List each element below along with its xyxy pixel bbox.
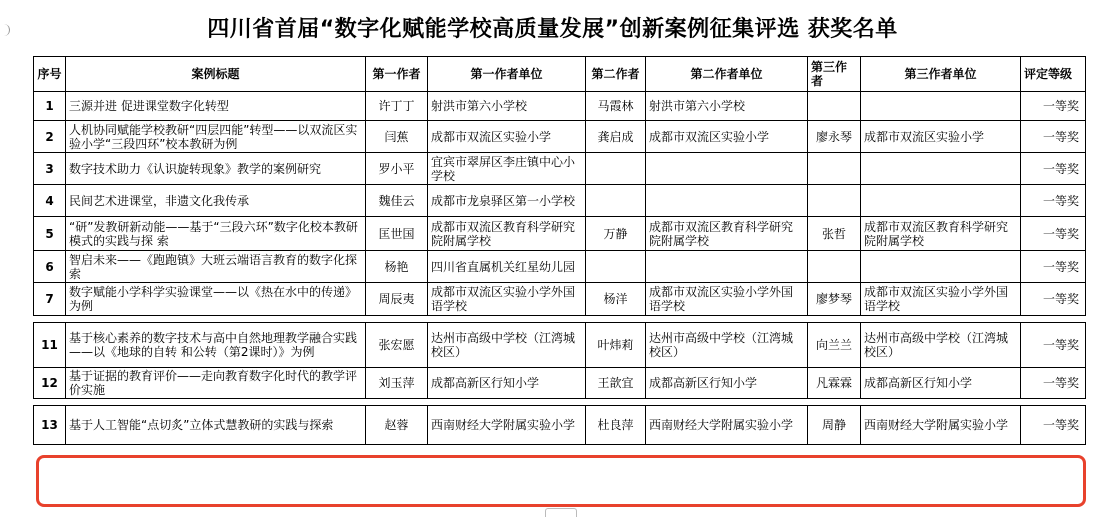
table-row [34, 217, 1086, 251]
cell-unit3 [861, 92, 1021, 121]
table-row-gap [34, 399, 1086, 406]
cell-unit1: 成都市双流区教育科学研究院附属学校 [428, 217, 586, 251]
cell-author1: 张宏愿 [366, 323, 428, 368]
award-table [33, 56, 1086, 445]
table-row [34, 92, 1086, 121]
cell-unit3: 成都市双流区实验小学外国语学校 [861, 283, 1021, 316]
cell-author1: 闫蕉 [366, 121, 428, 153]
cell-author2: 万静 [586, 217, 646, 251]
cell-author1: 魏佳云 [366, 185, 428, 217]
table-row [34, 153, 1086, 185]
highlight-box [36, 455, 1086, 507]
cell-unit1: 达州市高级中学校（江湾城校区） [428, 323, 586, 368]
cell-title: 数字技术助力《认识旋转现象》教学的案例研究 [66, 153, 366, 185]
cell-unit2: 成都市双流区实验小学 [646, 121, 808, 153]
cell-title: 基于核心素养的数字技术与高中自然地理教学融合实践——以《地球的自转 和公转（第2课时）》为例 [66, 323, 366, 368]
cell-grade: 一等奖 [1021, 153, 1086, 185]
cell-unit2 [646, 153, 808, 185]
cell-title: 数字赋能小学科学实验课堂——以《热在水中的传递》为例 [66, 283, 366, 316]
cell-author1: 许丁丁 [366, 92, 428, 121]
header-grade: 评定等级 [1021, 57, 1086, 92]
cell-author2 [586, 251, 646, 283]
cell-grade: 一等奖 [1021, 283, 1086, 316]
table-row-gap [34, 316, 1086, 323]
cell-no: 6 [34, 251, 66, 283]
cell-author2 [586, 185, 646, 217]
cell-unit3 [861, 251, 1021, 283]
cell-unit1: 射洪市第六小学校 [428, 92, 586, 121]
cell-unit1: 成都市龙泉驿区第一小学校 [428, 185, 586, 217]
cell-author3 [808, 92, 861, 121]
cell-unit3: 成都市双流区教育科学研究院附属学校 [861, 217, 1021, 251]
cell-grade: 一等奖 [1021, 251, 1086, 283]
cell-author1: 赵蓉 [366, 406, 428, 445]
header-title: 案例标题 [66, 57, 366, 92]
cell-author2: 叶炜莉 [586, 323, 646, 368]
cell-unit1: 四川省直属机关红星幼儿园 [428, 251, 586, 283]
cell-unit3 [861, 185, 1021, 217]
cell-unit2: 成都市双流区教育科学研究院附属学校 [646, 217, 808, 251]
cell-grade: 一等奖 [1021, 323, 1086, 368]
table-row [34, 121, 1086, 153]
cell-author3: 向兰兰 [808, 323, 861, 368]
header-no: 序号 [34, 57, 66, 92]
table-row-highlighted [34, 406, 1086, 445]
cell-author1: 刘玉萍 [366, 368, 428, 399]
cell-unit2: 成都高新区行知小学 [646, 368, 808, 399]
cell-author3: 凡霖霖 [808, 368, 861, 399]
cell-author1: 匡世国 [366, 217, 428, 251]
cell-unit2 [646, 185, 808, 217]
cell-author2: 杨洋 [586, 283, 646, 316]
table-row [34, 323, 1086, 368]
cell-no: 1 [34, 92, 66, 121]
page-title: 四川省首届“数字化赋能学校高质量发展”创新案例征集评选 获奖名单 [207, 17, 898, 42]
cell-author1: 罗小平 [366, 153, 428, 185]
cell-author2: 王歆宜 [586, 368, 646, 399]
table-row [34, 368, 1086, 399]
cell-unit1: 成都高新区行知小学 [428, 368, 586, 399]
cell-title: 三源并进 促进课堂数字化转型 [66, 92, 366, 121]
cell-no: 3 [34, 153, 66, 185]
cell-author1: 周辰夷 [366, 283, 428, 316]
cell-grade: 一等奖 [1021, 121, 1086, 153]
header-author2: 第二作者 [586, 57, 646, 92]
scroll-handle[interactable] [545, 508, 577, 517]
table-row [34, 283, 1086, 316]
cell-unit1: 西南财经大学附属实验小学 [428, 406, 586, 445]
cell-unit2: 达州市高级中学校（江湾城校区） [646, 323, 808, 368]
cell-unit1: 宜宾市翠屏区李庄镇中心小学校 [428, 153, 586, 185]
cell-author3 [808, 153, 861, 185]
cell-grade: 一等奖 [1021, 368, 1086, 399]
header-author3: 第三作者 [808, 57, 861, 92]
header-unit1: 第一作者单位 [428, 57, 586, 92]
cell-grade: 一等奖 [1021, 185, 1086, 217]
cell-author3: 廖梦琴 [808, 283, 861, 316]
cell-title: 民间艺术进课堂，非遗文化我传承 [66, 185, 366, 217]
cell-no: 2 [34, 121, 66, 153]
cell-no: 12 [34, 368, 66, 399]
cell-title: “研”发教研新动能——基于“三段六环”数字化校本教研模式的实践与探 索 [66, 217, 366, 251]
cell-no: 4 [34, 185, 66, 217]
cell-unit2: 射洪市第六小学校 [646, 92, 808, 121]
cell-author3: 廖永琴 [808, 121, 861, 153]
cell-title: 智启未来——《跑跑镇》大班云端语言教育的数字化探索 [66, 251, 366, 283]
header-unit2: 第二作者单位 [646, 57, 808, 92]
cell-author3: 周静 [808, 406, 861, 445]
cell-title: 基于人工智能“点切炙”立体式慧教研的实践与探索 [66, 406, 366, 445]
cell-unit1: 成都市双流区实验小学外国语学校 [428, 283, 586, 316]
cell-author3 [808, 185, 861, 217]
table-header-row [34, 57, 1086, 92]
cell-unit3 [861, 153, 1021, 185]
cell-unit3: 成都高新区行知小学 [861, 368, 1021, 399]
table-row [34, 185, 1086, 217]
cell-title: 基于证据的教育评价——走向教育数字化时代的教学评价实施 [66, 368, 366, 399]
cell-grade: 一等奖 [1021, 406, 1086, 445]
header-author1: 第一作者 [366, 57, 428, 92]
cell-author2: 龚启成 [586, 121, 646, 153]
table-row [34, 251, 1086, 283]
cell-unit2: 西南财经大学附属实验小学 [646, 406, 808, 445]
cell-unit3: 达州市高级中学校（江湾城校区） [861, 323, 1021, 368]
cell-grade: 一等奖 [1021, 92, 1086, 121]
cell-no: 7 [34, 283, 66, 316]
cell-unit1: 成都市双流区实验小学 [428, 121, 586, 153]
cell-no: 11 [34, 323, 66, 368]
cell-unit2: 成都市双流区实验小学外国语学校 [646, 283, 808, 316]
cell-unit2 [646, 251, 808, 283]
cell-author2: 马霞林 [586, 92, 646, 121]
cell-grade: 一等奖 [1021, 217, 1086, 251]
cell-unit3: 西南财经大学附属实验小学 [861, 406, 1021, 445]
cell-author1: 杨艳 [366, 251, 428, 283]
cell-unit3: 成都市双流区实验小学 [861, 121, 1021, 153]
cell-no: 13 [34, 406, 66, 445]
header-unit3: 第三作者单位 [861, 57, 1021, 92]
cell-author2 [586, 153, 646, 185]
cell-author2: 杜良萍 [586, 406, 646, 445]
cell-no: 5 [34, 217, 66, 251]
cell-author3: 张哲 [808, 217, 861, 251]
cell-author3 [808, 251, 861, 283]
cell-title: 人机协同赋能学校教研“四层四能”转型——以双流区实验小学“三段四环”校本教研为例 [66, 121, 366, 153]
